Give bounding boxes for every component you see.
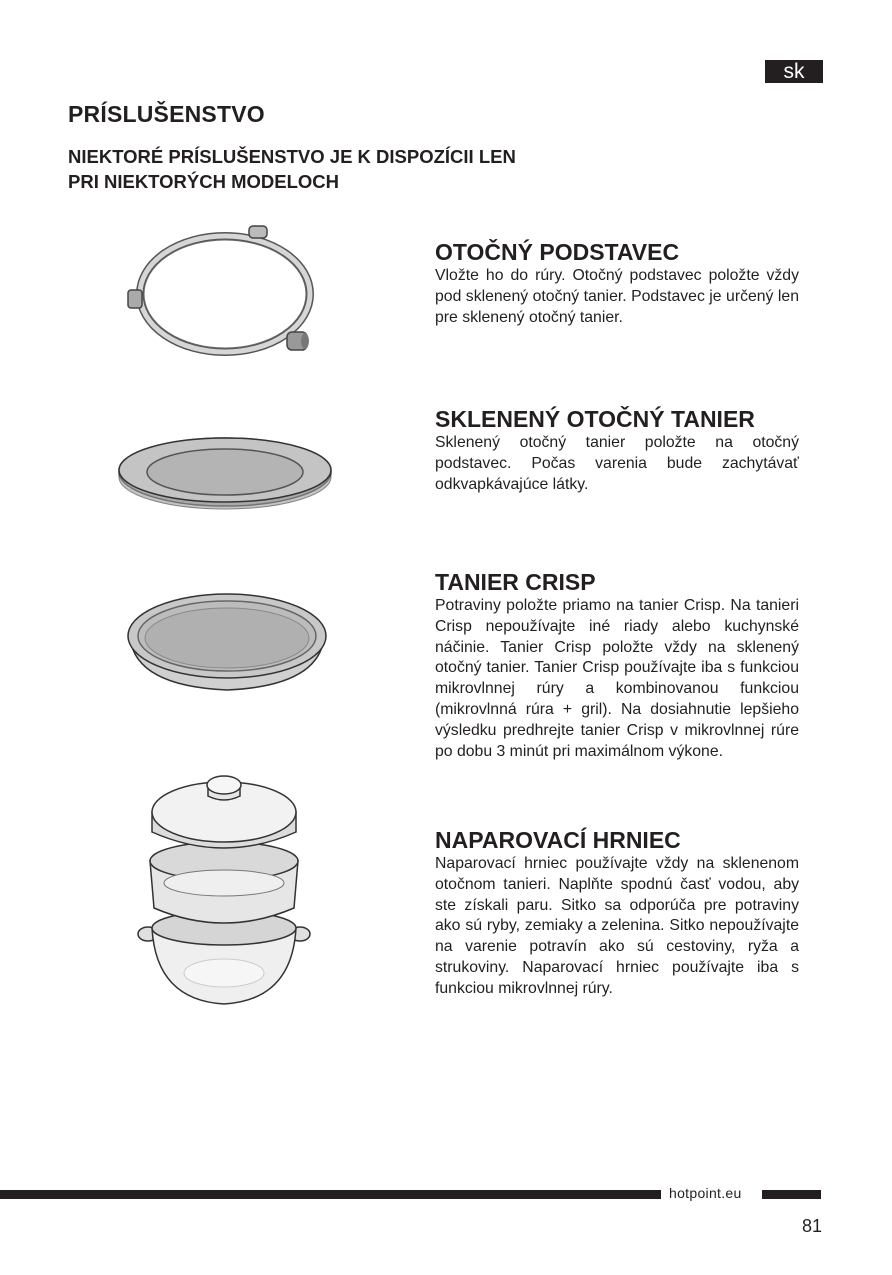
section-heading-turntable-support: OTOČNÝ PODSTAVEC [435, 239, 680, 265]
footer-rule-left [0, 1190, 661, 1199]
section-text-glass-plate: Sklenený otočný tanier položte na otočný podstavec. Počas varenia bude zachytávať odkvapkávajúce látky. [435, 434, 799, 493]
section-heading-steamer: NAPAROVACÍ HRNIEC [435, 827, 681, 853]
language-tag: sk [765, 60, 823, 83]
page-subtitle [68, 144, 628, 194]
steamer-pot-icon [136, 768, 312, 1008]
section-text-turntable-support: Vložte ho do rúry. Otočný podstavec položte vždy pod sklenený otočný tanier. Podstavec je určený len pre sklenený otočný tanier. [435, 267, 799, 326]
footer-rule-right [762, 1190, 821, 1199]
subtitle-line-1: NIEKTORÉ PRÍSLUŠENSTVO JE K DISPOZÍCII LEN [68, 146, 516, 167]
section-text-steamer: Naparovací hrniec používajte vždy na sklenenom otočnom tanieri. Naplňte spodnú časť vodou, aby ste získali paru. Sitko sa odporúča pre potraviny ako sú ryby, zemiaky a zelenina. Sitko nepoužívajte na varenie potravín ako sú cestoviny, ryža a strukoviny. Naparovací hrniec používajte iba s funkciou mikrovlnnej rúry. [435, 855, 799, 997]
crisp-plate-icon [122, 590, 332, 698]
section-heading-crisp-plate: TANIER CRISP [435, 569, 596, 595]
section-heading-glass-plate: SKLENENÝ OTOČNÝ TANIER [435, 406, 755, 432]
footer-brand: hotpoint.eu [669, 1185, 742, 1201]
page-number: 81 [801, 1216, 822, 1236]
turntable-support-ring-icon [122, 222, 332, 362]
subtitle-line-2: PRI NIEKTORÝCH MODELOCH [68, 171, 340, 192]
section-text-crisp-plate: Potraviny položte priamo na tanier Crisp. Na tanieri Crisp nepoužívajte iné riady alebo kuchynské náčinie. Tanier Crisp položte vždy na sklenený otočný tanier. Tanier Crisp používajte iba s funkciou mikrovlnnej rúry a kombinovanou funkciou (mikrovlnná rúra + gril). Na dosiahnutie lepšieho výsledku predhrejte tanier Crisp v mikrovlnnej rúre po dobu 3 minút pri maximálnom výkone. [435, 597, 799, 760]
page-title: PRÍSLUŠENSTVO [68, 101, 265, 127]
glass-turntable-plate-icon [115, 432, 335, 514]
